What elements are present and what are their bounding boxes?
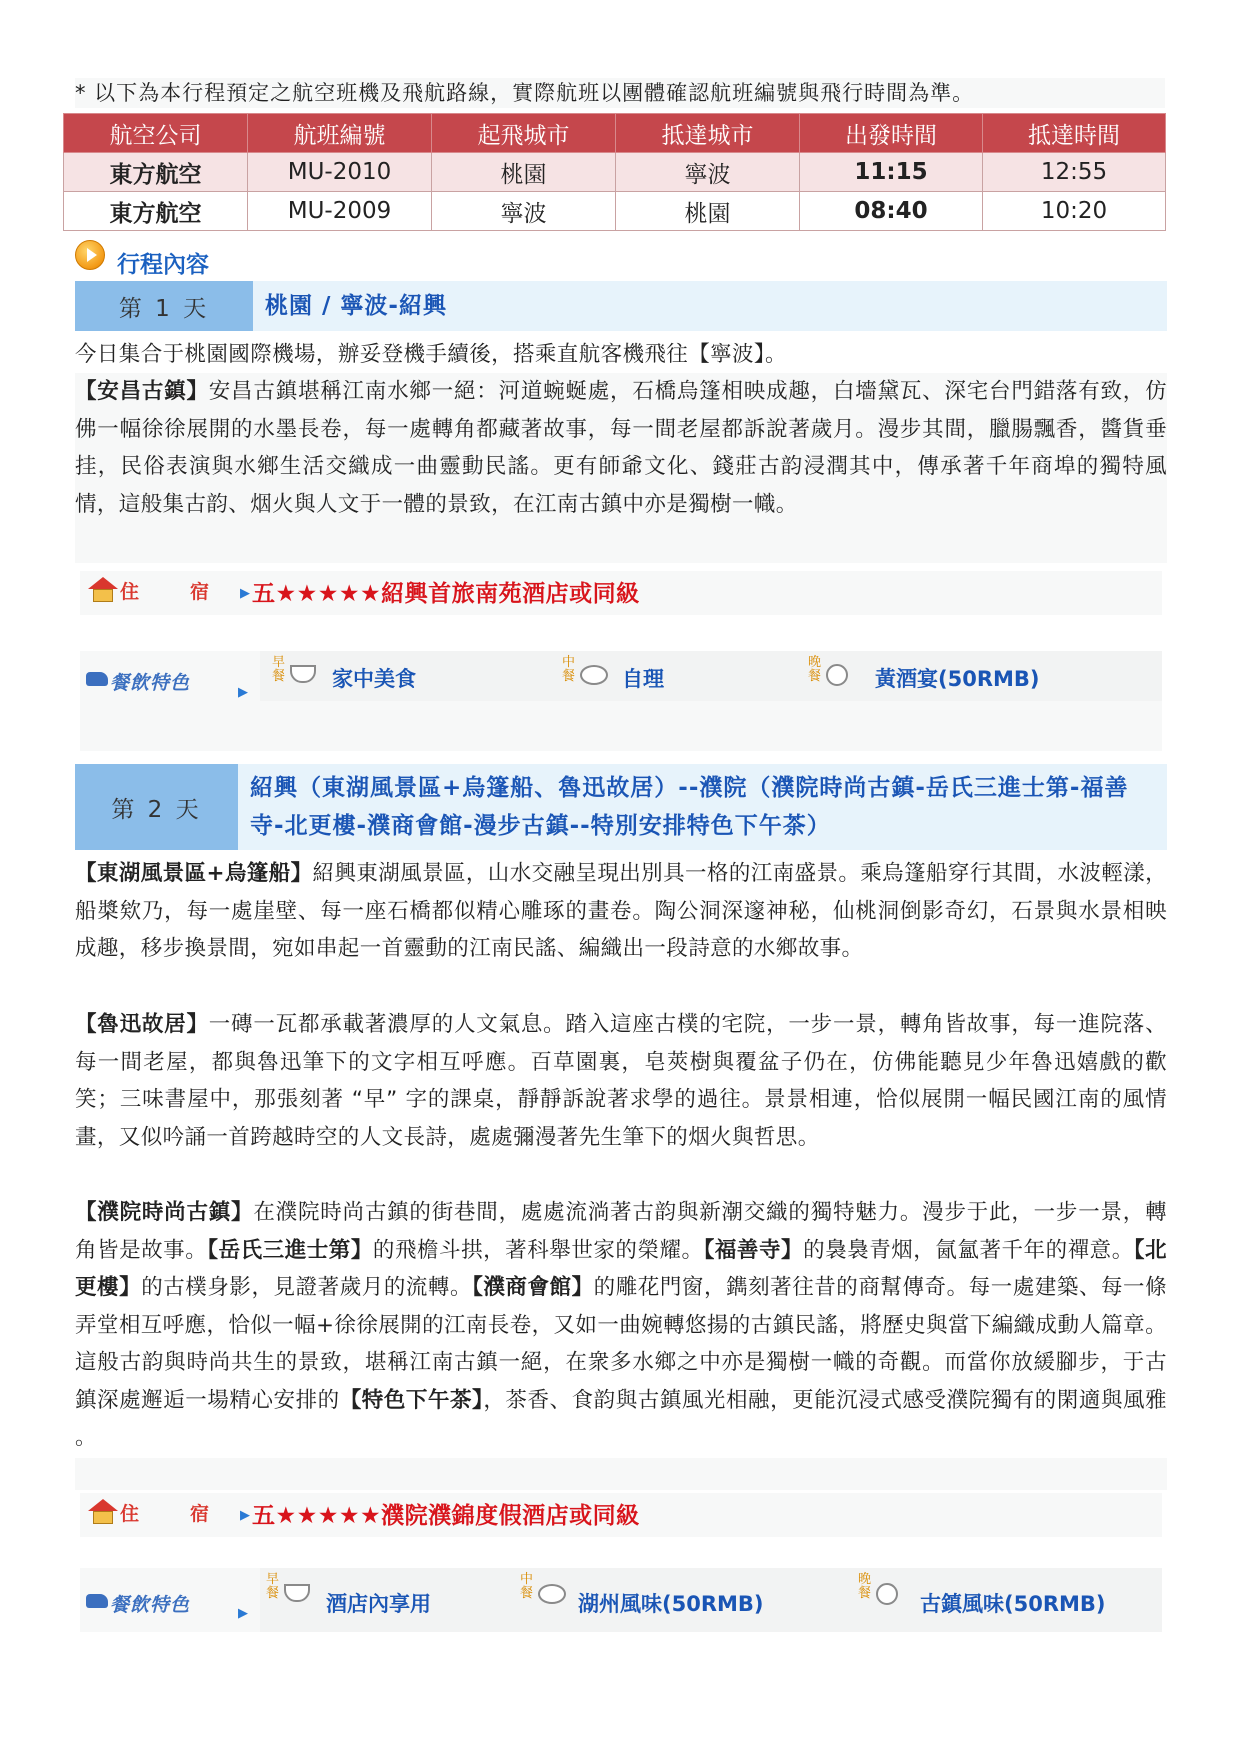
col-from: 起飛城市: [432, 114, 616, 153]
lunch-value: 湖州風味(50RMB): [578, 1592, 764, 1616]
meal-columns: [260, 651, 1162, 701]
day-header-1: [75, 281, 1167, 331]
flight-number: MU-2010: [248, 153, 432, 192]
stay-label-1: 住: [120, 1503, 140, 1525]
breakfast-tag: 早餐: [266, 1572, 280, 1601]
arrow-icon: ▶: [240, 1508, 250, 1523]
dinner-value: 古鎮風味(50RMB): [920, 1592, 1106, 1616]
flight-from: 桃園: [432, 153, 616, 192]
dinner-value: 黃酒宴(50RMB): [875, 667, 1040, 691]
flight-dep-time: 08:40: [800, 192, 983, 231]
attraction-desc: 紹興東湖風景區，山水交融呈現出別具一格的江南盛景。乘烏篷船穿行其間，水波輕漾，船槳欸乃，每一處崖壁、每一座石橋都似精心雕琢的畫卷。陶公洞深邃神秘，仙桃洞倒影奇幻，石景與水景相映成趣，移步換景間，宛如串起一首靈動的江南民謠、編織出一段詩意的水鄉故事。: [75, 861, 1167, 961]
hotel-name: 五★★★★★濮院濮錦度假酒店或同級: [252, 1503, 640, 1529]
plate-icon: [580, 665, 608, 685]
flight-row: [64, 153, 1166, 192]
arrow-icon: ▶: [238, 1606, 248, 1621]
flight-arr-time: 10:20: [983, 192, 1166, 231]
attraction-name: 【濮院時尚古鎮】: [75, 1200, 254, 1225]
flight-note: * 以下為本行程預定之航空班機及飛航路線，實際航班以團體確認航班編號與飛行時間為準。: [75, 78, 1165, 108]
attraction-desc: 的雕花門窗，鐫刻著往昔的商幫傳奇。每一處建築、每一條弄堂相互呼應，恰似一幅+徐徐展開的江南長卷，又如一曲婉轉悠揚的古鎮民謠，將歷史與當下編織成動人篇章。這般古韵與時尚共生的景致，堪稱江南古鎮一絕，在衆多水鄉之中亦是獨樹一幟的奇觀。而當你放緩腳步，于古鎮深處邂逅一場精心安排的: [75, 1275, 1168, 1413]
lunch-tag: 中餐: [562, 655, 576, 684]
arrow-icon: ▶: [240, 586, 250, 601]
section-title-text: 行程內容: [117, 252, 209, 278]
attraction-name: 【濮商會館】: [472, 1275, 594, 1300]
attraction-desc: ，茶香、食韵與古鎮風光相融，更能沉浸式感受濮院獨有的閑適與風雅 。: [75, 1387, 1167, 1450]
day1-intro: 今日集合于桃園國際機場，辦妥登機手續後，搭乘直航客機飛往【寧波】。: [75, 342, 787, 367]
day1-meals: [80, 651, 1162, 751]
flight-dep-time: 11:15: [800, 153, 983, 192]
day2-accommodation: [80, 1493, 1162, 1537]
day1-paragraph: [75, 373, 1167, 563]
flight-table-header: [64, 114, 1166, 153]
meal-title: 餐飲特色: [110, 672, 191, 694]
attraction-desc: 的裊裊青烟，氤氳著千年的禪意。: [803, 1237, 1134, 1263]
lunch-tag: 中餐: [520, 1572, 534, 1601]
flight-airline: 東方航空: [64, 153, 248, 192]
day1-accommodation: [80, 571, 1162, 615]
attraction-name: 【魯迅故居】: [75, 1012, 209, 1037]
plate-icon: [538, 1584, 566, 1604]
meal-icon: [86, 672, 108, 686]
attraction-name: 【特色下午茶】: [339, 1387, 484, 1413]
flight-from: 寧波: [432, 192, 616, 231]
flight-to: 桃園: [616, 192, 800, 231]
dinner-tag: 晚餐: [858, 1572, 872, 1601]
flight-to: 寧波: [616, 153, 800, 192]
attraction-name: 【岳氏三進士第】: [207, 1237, 373, 1263]
day-route: 紹興（東湖風景區+烏篷船、魯迅故居）--濮院（濮院時尚古鎮-岳氏三進士第-福善寺-北更樓-濮商會館-漫步古鎮--特別安排特色下午茶）: [250, 775, 1129, 839]
house-icon: [88, 1499, 118, 1525]
col-arr: 抵達時間: [983, 114, 1166, 153]
col-to: 抵達城市: [616, 114, 800, 153]
flight-arr-time: 12:55: [983, 153, 1166, 192]
breakfast-value: 家中美食: [332, 667, 416, 691]
day-route: 桃園 / 寧波-紹興: [265, 293, 447, 319]
col-dep: 出發時間: [800, 114, 983, 153]
attraction-desc: 的飛檐斗拱，著科舉世家的榮耀。: [372, 1237, 704, 1263]
attraction-desc: 在濮院時尚古鎮的街巷間，處處流淌著古韵與新潮交織的獨特魅力。漫步于此，一步一景，轉角皆是故事。: [75, 1200, 1168, 1263]
day-badge: 第 1 天: [75, 281, 253, 331]
attraction-desc: 安昌古鎮堪稱江南水鄉一絕：河道蜿蜒處，石橋烏篷相映成趣，白墻黛瓦、深宅台門錯落有致，仿佛一幅徐徐展開的水墨長卷，每一處轉角都藏著故事，每一間老屋都訴說著歲月。漫步其間，臘腸飄香，醬貨垂挂，民俗表演與水鄉生活交織成一曲靈動民謠。更有師爺文化、錢莊古韵浸潤其中，傳承著千年商埠的獨特風情，這般集古韵、烟火與人文于一體的景致，在江南古鎮中亦是獨樹一幟。: [75, 379, 1167, 517]
stay-label-2: 宿: [190, 1503, 210, 1525]
arrow-icon: ▶: [238, 685, 248, 700]
breakfast-tag: 早餐: [272, 655, 286, 684]
flight-row: [64, 192, 1166, 231]
dinner-icon: [876, 1583, 898, 1605]
attraction-desc: 一磚一瓦都承載著濃厚的人文氣息。踏入這座古樸的宅院，一步一景，轉角皆故事，每一進院落、每一間老屋，都與魯迅筆下的文字相互呼應。百草園裏，皂莢樹與覆盆子仍在，仿佛能聽見少年魯迅嬉戲的歡笑；三味書屋中，那張刻著 “早” 字的課桌，靜靜訴說著求學的過往。景景相連，恰似展開一幅民國江南的風情畫，又似吟誦一首跨越時空的人文長詩，處處彌漫著先生筆下的烟火與哲思。: [75, 1012, 1167, 1150]
day2-paragraph-2: [75, 1006, 1167, 1156]
attraction-name: 【安昌古鎮】: [75, 379, 209, 404]
attraction-name: 【北更樓】: [75, 1237, 1167, 1300]
meal-label: [80, 1568, 250, 1632]
attraction-name: 【福善寺】: [703, 1237, 804, 1263]
cup-icon: [290, 665, 316, 683]
hotel-name: 五★★★★★紹興首旅南苑酒店或同級: [252, 581, 640, 607]
breakfast-value: 酒店內享用: [326, 1592, 431, 1616]
dinner-icon: [826, 664, 848, 686]
flight-number: MU-2009: [248, 192, 432, 231]
day2-paragraph-3: [75, 1194, 1167, 1457]
attraction-desc: 的古樸身影，見證著歲月的流轉。: [141, 1275, 473, 1300]
day-header-2: [75, 764, 1167, 850]
play-icon: [75, 240, 105, 270]
col-airline: 航空公司: [64, 114, 248, 153]
day2-paragraph-1: [75, 855, 1167, 968]
day2-meals: [80, 1568, 1162, 1632]
spacer-bar: [75, 1458, 1167, 1490]
meal-label: [80, 651, 250, 751]
cup-icon: [284, 1584, 310, 1602]
meal-columns: [260, 1568, 1162, 1632]
flight-airline: 東方航空: [64, 192, 248, 231]
col-flight-no: 航班編號: [248, 114, 432, 153]
stay-label-1: 住: [120, 581, 140, 603]
house-icon: [88, 577, 118, 603]
lunch-value: 自理: [622, 667, 664, 691]
meal-icon: [86, 1594, 108, 1608]
dinner-tag: 晚餐: [808, 655, 822, 684]
stay-label-2: 宿: [190, 581, 210, 603]
meal-title: 餐飲特色: [110, 1594, 191, 1616]
flight-table: [63, 113, 1166, 231]
attraction-name: 【東湖風景區+烏篷船】: [75, 861, 313, 886]
day-badge: 第 2 天: [75, 764, 238, 850]
